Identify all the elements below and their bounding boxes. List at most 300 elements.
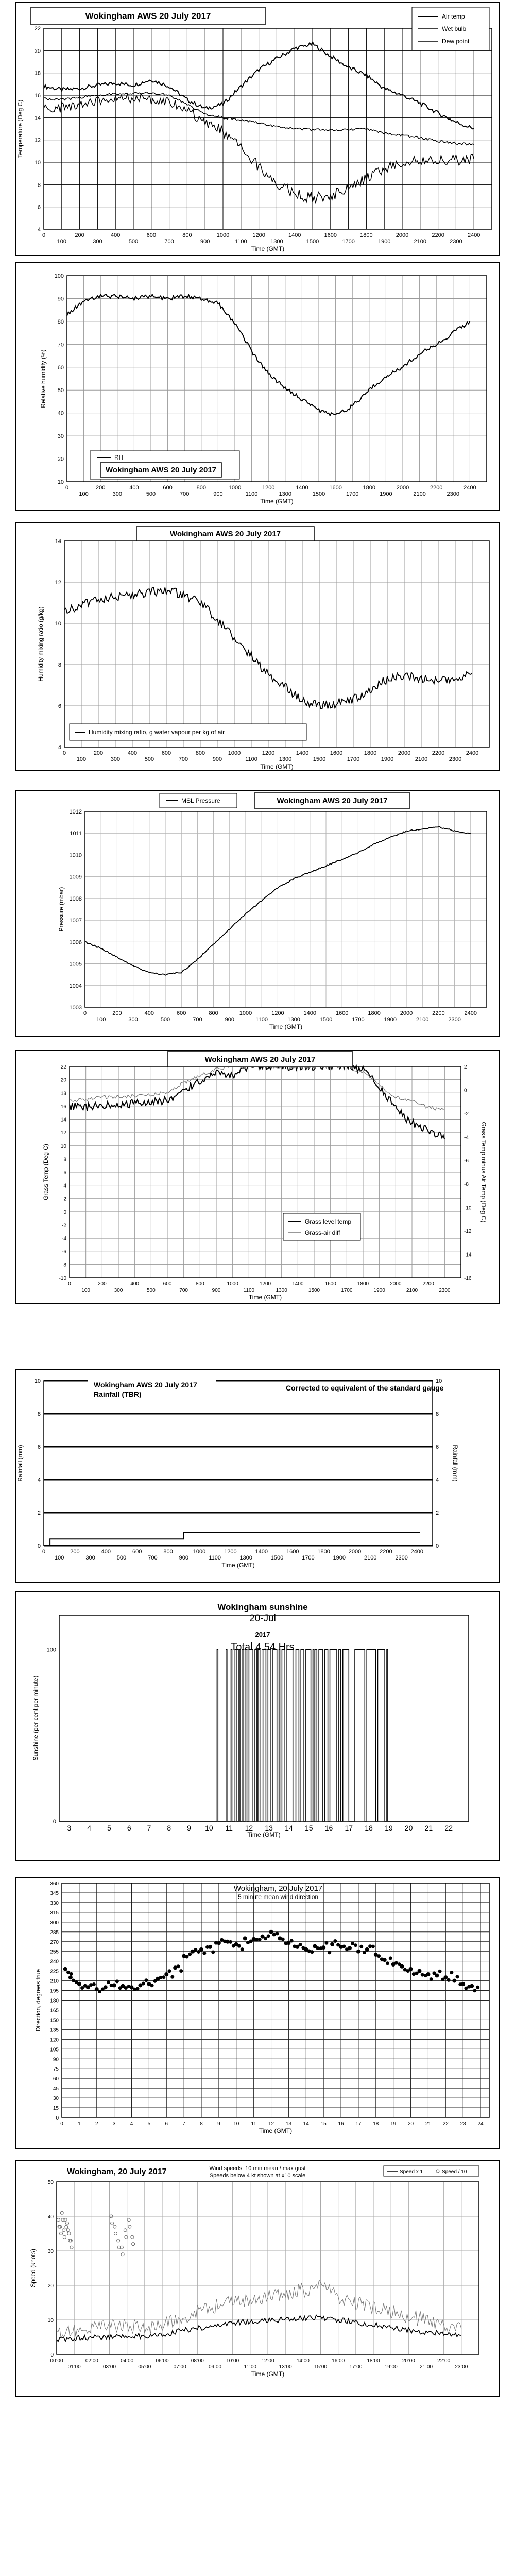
x-tick-label: 700 — [193, 1016, 202, 1023]
y-axis-label: Rainfall (mm) — [16, 1445, 24, 1482]
y-tick-label: -2 — [62, 1223, 66, 1229]
legend-label: Speed / 10 — [442, 2169, 467, 2175]
x-tick-label: 1700 — [352, 1016, 365, 1023]
x-tick-label: 1400 — [292, 1281, 304, 1287]
y-tick-label: 10 — [47, 2318, 54, 2324]
x-tick-label: 2000 — [390, 1281, 402, 1287]
y-tick-label: 10 — [60, 1143, 66, 1149]
x-tick-label: 12 — [268, 2121, 274, 2127]
x-tick-label: 0 — [68, 1281, 71, 1287]
x-tick-label: 1200 — [262, 485, 275, 491]
x-tick-label: 400 — [129, 485, 139, 491]
x-tick-label: 1800 — [363, 485, 376, 491]
y-axis-label: Relative humidity (%) — [40, 349, 47, 408]
legend-label: Wet bulb — [442, 25, 467, 32]
x-tick-label: 1000 — [239, 1010, 252, 1016]
y-axis-label: Sunshine (per cent per minute) — [32, 1675, 39, 1761]
mixing-ratio-chart — [0, 520, 515, 773]
x-tick-label: 15 — [320, 2121, 327, 2127]
y2-tick-label: 2 — [436, 1510, 439, 1516]
y-tick-label: 165 — [50, 2008, 59, 2014]
legend-label: MSL Pressure — [181, 797, 220, 804]
x-axis-label: Time (GMT) — [269, 1023, 303, 1030]
x-tick-label: 2300 — [447, 491, 460, 497]
direction-point — [435, 1973, 439, 1977]
x-tick-label: 700 — [180, 491, 190, 497]
x-tick-label: 11 — [251, 2121, 256, 2127]
chart-subtitle: Rainfall (TBR) — [94, 1390, 142, 1398]
x-tick-label: 400 — [127, 750, 138, 756]
x-tick-label: 7 — [182, 2121, 185, 2127]
x-tick-label: 8 — [167, 1824, 171, 1832]
y-tick-label: 0 — [50, 2352, 54, 2358]
x-tick-label: 200 — [97, 1281, 107, 1287]
y-tick-label: 20 — [57, 456, 64, 463]
rainfall-chart — [0, 1368, 515, 1584]
y-tick-label: 22 — [34, 26, 41, 32]
x-tick-label: 2200 — [380, 1549, 392, 1555]
direction-point — [426, 1972, 430, 1976]
x-tick-label: 1000 — [228, 750, 241, 756]
x-tick-label: 06:00 — [156, 2358, 169, 2364]
direction-point — [290, 1939, 294, 1942]
legend-label: Grass-air diff — [305, 1229, 340, 1236]
direction-point — [389, 1956, 392, 1960]
y2-tick-label: 10 — [436, 1378, 442, 1384]
x-tick-label: 2000 — [348, 1549, 362, 1555]
direction-point — [70, 1972, 73, 1976]
x-tick-label: 05:00 — [138, 2364, 151, 2370]
direction-point — [276, 1931, 279, 1935]
wind-speed-chart — [0, 2159, 515, 2398]
x-tick-label: 200 — [75, 232, 84, 239]
y-tick-label: 12 — [34, 137, 41, 144]
x-tick-label: 1200 — [224, 1549, 237, 1555]
y-tick-label: 6 — [37, 204, 41, 211]
temperature-chart — [0, 0, 515, 258]
y2-tick-label: 6 — [436, 1444, 439, 1450]
x-tick-label: 19 — [385, 1824, 393, 1832]
x-tick-label: 900 — [213, 491, 223, 497]
x-axis-label: Time (GMT) — [248, 1294, 282, 1301]
x-tick-label: 1300 — [279, 491, 292, 497]
y-tick-label: 12 — [55, 580, 61, 586]
y-axis-label: Grass Temp (Deg C) — [42, 1144, 49, 1200]
chart-title: Wokingham, 20 July 2017 — [67, 2167, 167, 2176]
y-tick-label: 45 — [53, 2086, 59, 2092]
direction-point — [112, 1983, 116, 1987]
direction-point — [456, 1975, 459, 1978]
x-tick-label: 1100 — [245, 756, 258, 762]
y-tick-label: 1009 — [69, 874, 82, 880]
x-tick-label: 1500 — [270, 1555, 284, 1561]
direction-point — [104, 1985, 108, 1989]
y-tick-label: 4 — [63, 1183, 66, 1189]
direction-point — [359, 1945, 363, 1948]
direction-point — [386, 1961, 389, 1965]
x-tick-label: 03:00 — [102, 2364, 116, 2370]
y-tick-label: 315 — [50, 1910, 59, 1916]
chart-outer-border — [15, 1050, 500, 1304]
y-tick-label: -10 — [59, 1276, 66, 1281]
chart-title: Wokingham AWS 20 July 2017 — [94, 1381, 197, 1389]
y-tick-label: 360 — [50, 1881, 59, 1887]
chart-outer-border — [15, 262, 500, 511]
x-tick-label: 800 — [196, 485, 206, 491]
x-tick-label: 900 — [200, 239, 210, 245]
y-tick-label: 30 — [47, 2249, 54, 2255]
chart-note: Corrected to equivalent of the standard gauge — [286, 1384, 444, 1392]
chart-title: Wokingham sunshine — [217, 1602, 308, 1612]
y-tick-label: 1004 — [69, 982, 82, 989]
x-tick-label: 2200 — [422, 1281, 434, 1287]
x-tick-label: 10:00 — [226, 2358, 239, 2364]
x-tick-label: 500 — [116, 1555, 127, 1561]
x-tick-label: 19 — [390, 2121, 397, 2127]
y-tick-label: 60 — [57, 364, 64, 371]
direction-point — [330, 1942, 334, 1946]
x-tick-label: 1300 — [270, 239, 283, 245]
x-tick-label: 22 — [442, 2121, 449, 2127]
x-tick-label: 6 — [127, 1824, 131, 1832]
x-tick-label: 4 — [87, 1824, 92, 1832]
direction-point — [142, 1982, 145, 1986]
x-tick-label: 14 — [303, 2121, 309, 2127]
direction-point — [365, 1947, 369, 1952]
x-tick-label: 20 — [404, 1824, 413, 1832]
y-tick-label: 40 — [57, 410, 64, 417]
x-tick-label: 2200 — [432, 750, 445, 756]
x-tick-label: 17:00 — [349, 2364, 363, 2370]
grass-temp-chart-panel — [0, 1048, 515, 1306]
direction-point — [98, 1990, 101, 1993]
x-tick-label: 12:00 — [261, 2358, 274, 2364]
x-tick-label: 0 — [83, 1010, 87, 1016]
x-tick-label: 100 — [79, 491, 89, 497]
direction-point — [170, 1975, 174, 1979]
y-tick-label: 8 — [58, 662, 61, 668]
direction-point — [176, 1964, 180, 1968]
x-tick-label: 1000 — [227, 1281, 238, 1287]
direction-point — [476, 1986, 479, 1989]
x-tick-label: 2400 — [464, 1010, 477, 1016]
legend-label: Grass level temp — [305, 1218, 352, 1225]
x-tick-label: 3 — [112, 2121, 116, 2127]
y2-tick-label: -12 — [464, 1228, 472, 1234]
pressure-chart — [0, 788, 515, 1038]
x-tick-label: 1900 — [377, 239, 391, 245]
y2-tick-label: -16 — [464, 1276, 472, 1281]
x-tick-label: 2300 — [395, 1555, 408, 1561]
x-tick-label: 300 — [93, 239, 102, 245]
x-tick-label: 23 — [460, 2121, 466, 2127]
x-tick-label: 14:00 — [296, 2358, 310, 2364]
x-tick-label: 1200 — [252, 232, 265, 239]
x-axis-label: Time (GMT) — [259, 2127, 293, 2134]
direction-point — [243, 1936, 247, 1940]
direction-point — [107, 1980, 110, 1984]
y2-tick-label: 4 — [436, 1477, 439, 1483]
x-tick-label: 400 — [130, 1281, 140, 1287]
x-tick-label: 2100 — [364, 1555, 377, 1561]
x-tick-label: 16:00 — [332, 2358, 345, 2364]
direction-point — [168, 1969, 171, 1973]
y-tick-label: 12 — [60, 1130, 66, 1137]
y-tick-label: 16 — [34, 93, 41, 99]
x-tick-label: 10 — [205, 1824, 213, 1832]
x-tick-label: 1700 — [302, 1555, 315, 1561]
x-tick-label: 100 — [81, 1287, 91, 1293]
y2-tick-label: -10 — [464, 1205, 472, 1211]
y-tick-label: 6 — [58, 703, 61, 709]
y-tick-label: 50 — [57, 387, 64, 394]
x-tick-label: 2400 — [466, 750, 479, 756]
y-tick-label: 2 — [37, 1510, 41, 1516]
x-tick-label: 04:00 — [121, 2358, 134, 2364]
x-tick-label: 18 — [365, 1824, 373, 1832]
direction-point — [150, 1984, 154, 1987]
x-tick-label: 1200 — [262, 750, 275, 756]
x-tick-label: 1900 — [381, 756, 394, 762]
y-tick-label: 10 — [34, 160, 41, 166]
y-tick-label: 0 — [63, 1209, 66, 1215]
x-tick-label: 2400 — [467, 232, 480, 239]
x-tick-label: 700 — [148, 1555, 158, 1561]
y-tick-label: 1008 — [69, 895, 82, 902]
x-tick-label: 1600 — [330, 750, 343, 756]
rainfall-chart-panel — [0, 1368, 515, 1584]
y-tick-label: 100 — [54, 273, 64, 279]
x-tick-label: 17 — [355, 2121, 362, 2127]
x-tick-label: 1900 — [380, 491, 392, 497]
x-tick-label: 1900 — [333, 1555, 346, 1561]
x-tick-label: 1900 — [384, 1016, 397, 1023]
x-tick-label: 1300 — [239, 1555, 252, 1561]
direction-point — [324, 1941, 328, 1945]
x-tick-label: 300 — [128, 1016, 138, 1023]
x-tick-label: 2100 — [406, 1287, 418, 1293]
x-tick-label: 1000 — [193, 1549, 206, 1555]
x-tick-label: 2200 — [432, 232, 444, 239]
direction-point — [68, 1975, 73, 1979]
x-tick-label: 100 — [96, 1016, 106, 1023]
x-tick-label: 1200 — [259, 1281, 271, 1287]
y-tick-label: 0 — [37, 1543, 41, 1549]
chart-outer-border — [15, 790, 500, 1036]
x-tick-label: 16 — [338, 2121, 344, 2127]
x-tick-label: 5 — [107, 1824, 111, 1832]
y2-tick-label: 8 — [436, 1411, 439, 1417]
y-axis-label: Temperature (Deg C) — [16, 99, 24, 158]
x-tick-label: 1800 — [317, 1549, 330, 1555]
x-tick-label: 300 — [85, 1555, 95, 1561]
direction-point — [443, 1975, 448, 1979]
legend-label: RH — [114, 454, 124, 461]
y-tick-label: 1011 — [70, 831, 82, 837]
y2-tick-label: -6 — [464, 1158, 469, 1164]
y-tick-label: 18 — [34, 70, 41, 77]
x-tick-label: 21 — [425, 2121, 431, 2127]
x-tick-label: 1900 — [373, 1287, 385, 1293]
x-tick-label: 1100 — [255, 1016, 268, 1023]
x-tick-label: 11 — [225, 1824, 233, 1832]
x-tick-label: 0 — [62, 750, 66, 756]
x-axis-label: Time (GMT) — [251, 245, 285, 252]
y-axis-label: Direction, degrees true — [35, 1969, 42, 2032]
x-tick-label: 2200 — [430, 485, 443, 491]
direction-point — [136, 1987, 140, 1991]
y-tick-label: 300 — [50, 1920, 59, 1926]
direction-point — [348, 1946, 352, 1950]
chart-title: Wokingham, 20 July 2017 — [233, 1884, 323, 1893]
x-tick-label: 300 — [110, 756, 121, 762]
x-tick-label: 20 — [407, 2121, 414, 2127]
x-tick-label: 0 — [42, 1549, 46, 1555]
y-tick-label: 210 — [50, 1978, 59, 1985]
direction-point — [179, 1969, 183, 1973]
x-tick-label: 3 — [67, 1824, 72, 1832]
x-tick-label: 16 — [324, 1824, 333, 1832]
direction-point — [194, 1948, 197, 1952]
x-tick-label: 11:00 — [244, 2364, 256, 2370]
x-tick-label: 700 — [179, 1287, 188, 1293]
direction-point — [144, 1978, 148, 1982]
y-tick-label: 80 — [57, 318, 64, 325]
chart-subtitle: Wind speeds: 10 min mean / max gust — [209, 2165, 306, 2172]
direction-point — [229, 1940, 232, 1944]
x-tick-label: 15 — [304, 1824, 313, 1832]
x-tick-label: 2000 — [398, 750, 411, 756]
x-tick-label: 08:00 — [191, 2358, 204, 2364]
x-tick-label: 1600 — [324, 232, 337, 239]
wind-direction-chart-panel — [0, 1875, 515, 2151]
x-tick-label: 1400 — [255, 1549, 268, 1555]
y2-axis-label: Rainfall (mm) — [452, 1445, 459, 1482]
x-tick-label: 1500 — [319, 1016, 333, 1023]
x-tick-label: 1000 — [228, 485, 242, 491]
direction-point — [267, 1934, 270, 1938]
y-tick-label: 15 — [53, 2106, 59, 2112]
x-tick-label: 1600 — [286, 1549, 299, 1555]
x-tick-label: 900 — [212, 1287, 221, 1293]
legend-label: Air temp — [442, 13, 465, 20]
x-tick-label: 800 — [195, 750, 205, 756]
chart-outer-border — [15, 1877, 500, 2149]
x-tick-label: 22 — [444, 1824, 453, 1832]
x-tick-label: 0 — [42, 232, 46, 239]
y-tick-label: 1005 — [69, 961, 82, 968]
y-tick-label: 20 — [47, 2283, 54, 2289]
pressure-chart-panel — [0, 788, 515, 1038]
y-tick-label: 4 — [37, 227, 41, 233]
x-tick-label: 1100 — [234, 239, 247, 245]
grass-temp-chart — [0, 1048, 515, 1306]
direction-point — [409, 1967, 413, 1971]
x-tick-label: 2100 — [415, 756, 428, 762]
x-tick-label: 1 — [78, 2121, 81, 2127]
direction-point — [470, 1984, 474, 1988]
x-tick-label: 1600 — [335, 1010, 349, 1016]
y-tick-label: 16 — [60, 1104, 66, 1110]
x-tick-label: 1600 — [324, 1281, 336, 1287]
y-tick-label: 4 — [37, 1477, 41, 1483]
chart-year: 2017 — [255, 1631, 270, 1638]
x-tick-label: 600 — [163, 485, 173, 491]
x-tick-label: 600 — [161, 750, 171, 756]
sunshine-chart — [0, 1589, 515, 1862]
x-tick-label: 1800 — [368, 1010, 381, 1016]
y-tick-label: 90 — [53, 2057, 59, 2063]
x-axis-label: Time (GMT) — [260, 498, 294, 505]
x-tick-label: 5 — [147, 2121, 151, 2127]
y-axis-label: Pressure (mbar) — [58, 887, 65, 932]
direction-point — [342, 1944, 346, 1948]
y-tick-label: 120 — [50, 2037, 59, 2043]
direction-point — [217, 1941, 221, 1945]
x-tick-label: 2300 — [450, 239, 462, 245]
chart-subtitle: 5 minute mean wind direction — [237, 1893, 319, 1901]
x-tick-label: 800 — [163, 1549, 173, 1555]
temperature-chart-panel — [0, 0, 515, 258]
y-tick-label: -6 — [62, 1249, 66, 1255]
x-tick-label: 0 — [65, 485, 69, 491]
direction-point — [299, 1943, 302, 1946]
y-tick-label: 10 — [34, 1378, 41, 1384]
y-tick-label: 10 — [55, 621, 61, 627]
y-axis-label: Humidity mixing ratio (g/kg) — [37, 606, 44, 682]
y-tick-label: 50 — [47, 2180, 54, 2185]
y-tick-label: 20 — [60, 1077, 66, 1083]
y-tick-label: 30 — [53, 2096, 59, 2102]
direction-point — [92, 1982, 96, 1986]
x-tick-label: 100 — [76, 756, 87, 762]
x-tick-label: 2000 — [396, 232, 409, 239]
direction-point — [63, 1967, 67, 1971]
y2-axis-label: Grass Temp minus Air Temp (Deg C) — [480, 1122, 487, 1223]
y-tick-label: 6 — [63, 1170, 66, 1176]
legend-label: Speed x 1 — [400, 2169, 423, 2175]
direction-point — [237, 1944, 241, 1948]
x-axis-label: Time (GMT) — [221, 1562, 255, 1569]
x-tick-label: 2100 — [413, 491, 426, 497]
x-tick-label: 100 — [57, 239, 66, 245]
x-tick-label: 07:00 — [173, 2364, 186, 2370]
y-tick-label: 330 — [50, 1900, 59, 1906]
x-tick-label: 1700 — [341, 1287, 353, 1293]
y2-tick-label: -14 — [464, 1252, 472, 1258]
y-tick-label: 100 — [46, 1647, 56, 1653]
y2-tick-label: -4 — [464, 1134, 469, 1141]
x-tick-label: 02:00 — [85, 2358, 98, 2364]
direction-point — [310, 1950, 314, 1954]
direction-point — [202, 1952, 206, 1955]
x-tick-label: 4 — [130, 2121, 133, 2127]
direction-point — [115, 1979, 119, 1983]
x-tick-label: 300 — [114, 1287, 123, 1293]
x-tick-label: 13 — [285, 2121, 291, 2127]
x-tick-label: 21:00 — [419, 2364, 433, 2370]
x-tick-label: 800 — [209, 1010, 218, 1016]
y-tick-label: 14 — [60, 1117, 66, 1123]
direction-point — [377, 1954, 381, 1958]
x-tick-label: 1300 — [287, 1016, 300, 1023]
x-tick-label: 1500 — [308, 1287, 320, 1293]
direction-point — [185, 1955, 188, 1958]
x-tick-label: 1100 — [243, 1287, 255, 1293]
y-tick-label: 225 — [50, 1969, 59, 1975]
x-tick-label: 500 — [128, 239, 139, 245]
x-tick-label: 01:00 — [67, 2364, 81, 2370]
